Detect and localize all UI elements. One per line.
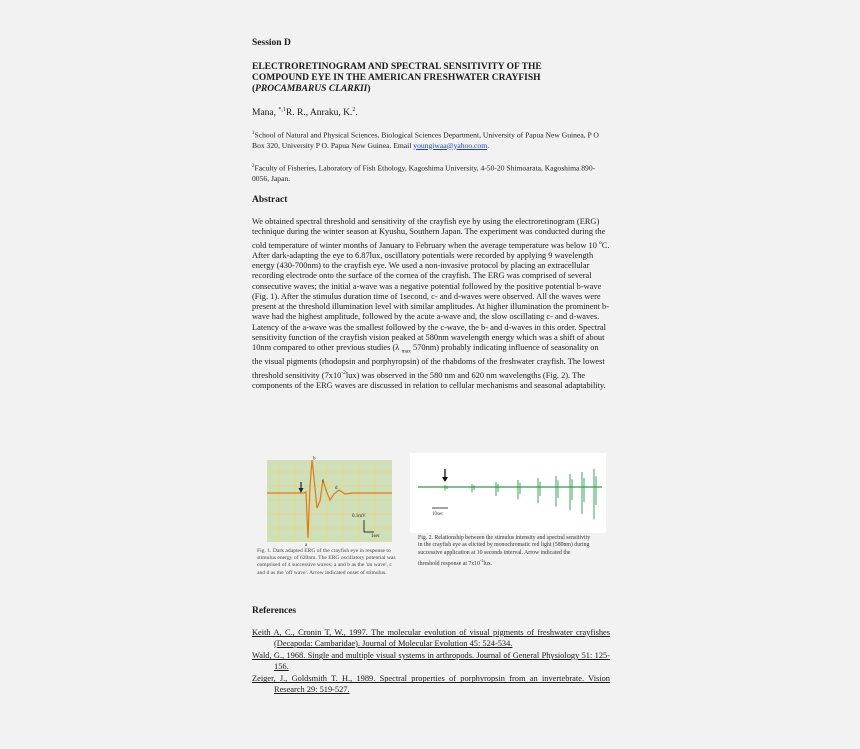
threshold-response-plot [410,453,606,533]
figure-1-caption: Fig. 1. Dark adapted ERG of the crayfish eye in response to stimulus energy of 620nm. The ERG oscillatory potential was comprised of 4 successive waves; a and b as the 'on wave', c and d as the 'off wave'. Arrow indicated onset of stimulus. [257,548,396,576]
email-link[interactable]: youngiwaa@yahoo.com [413,140,488,150]
abstract-heading: Abstract [252,195,288,205]
figure-2-caption: Fig. 2. Relationship between the stimulus intensity and spectral sensitivity in the crayfish eye as elicited by monochromatic red light (580nm) during successive application at 10 seconds interval. Arrow indicated the threshold response at $7x10^{-2}lux$. [418,535,591,568]
wave-label-c: c [322,479,325,484]
species-name: PROCAMBARUS CLARKII [255,84,368,94]
reference-item[interactable]: Keith A, C., Cronin T, W., 1997. The molecular evolution of visual pigments of freshwater crayfishes (Decapoda: Cambaridae). Journal of Molecular Evolution 45: 524-534. [252,628,610,648]
scale-time: 1sec [371,534,380,539]
reference-list [252,628,610,698]
figure-2 [410,453,606,589]
wave-label-b: b [313,456,316,462]
wave-label-d: d [335,486,338,491]
reference-item[interactable]: Wald, G., 1968. Single and multiple visual systems in arthropods. Journal of General Physiology 51: 125-156. [252,651,610,671]
title-line-3: (PROCAMBARUS CLARKII) [252,84,371,94]
affiliation-2: $^2$Faculty of Fisheries, Laboratory of Fish Ethology, Kagoshima University, 4-50-20 Shimoarata, Kagoshima 890-0056, Japan. [252,163,596,183]
references-heading: References [252,606,297,616]
paper-title [252,62,610,95]
figure-1 [257,453,397,589]
wave-label-a: a [305,543,308,546]
reference-item[interactable]: Zeiger, J., Goldsmith T. H., 1989. Spectral properties of porphyropsin from an invertebrate. Vision Research 29: 519-527. [252,674,610,694]
session-label: Session D [252,38,291,48]
erg-waveform-plot [267,456,392,546]
affiliation-1: $^1$School of Natural and Physical Sciences, Biological Sciences Department, University of Papua New Guinea, P O Box 320, University P O. Papua New Guinea. Email youngiwaa@yahoo.com. [252,130,599,150]
scale-voltage: 0.1mV [352,514,366,519]
author-list: Mana, $^{*,1}$R. R., Anraku, K.$^2$. [252,107,358,119]
title-line-2: COMPOUND EYE IN THE AMERICAN FRESHWATER CRAYFISH [252,73,541,83]
time-scale-label: 10sec [432,512,444,517]
title-line-1: ELECTRORETINOGRAM AND SPECTRAL SENSITIVITY OF THE [252,62,542,72]
abstract-body: We obtained spectral threshold and sensitivity of the crayfish eye by using the electroretinogram (ERG) technique during the winter season at Kyushu, Southern Japan. The experiment was conducted during the cold temperature of winter months of January to February when the average temperature was below 10 $^o$C. After dark-adapting the eye to 6.87lux, oscillatory potentials were recorded by applying 9 wavelength energy (430-700nm) to the crayfish eye. We used a non-invasive protocol by placing an extracellular recording electrode onto the surface of the cornea of the crayfish. The ERG was comprised of several consecutive waves; the initial a-wave was a negative potential followed by the positive potential b-wave (Fig. 1). After the stimulus duration time of 1second, c- and d-waves were observed. All the waves were present at the threshold illumination level with similar amplitudes. At higher illumination the prominent b-wave had the highest amplitude, followed by the acute a-wave and, the slow oscillating c- and d-waves. Latency of the a-wave was the smallest followed by the c-wave, the b- and d-waves in this order. Spectral sensitivity function of the crayfish vision peaked at 580nm wavelength energy which was a shift of about 10nm compared to other previous studies (λ $_{max}$ 570nm) probably indicating influence of seasonality on the visual pigments (rhodopsin and porphyropsin) of the rhabdoms of the freshwater crayfish. The lowest threshold sensitivity $(7x10^{-2}lux)$ was observed in the 580 nm and 620 nm wavelengths (Fig. 2). The components of the ERG waves are discussed in relation to cellular mechanisms and seasonal adaptability. [252,217,610,390]
